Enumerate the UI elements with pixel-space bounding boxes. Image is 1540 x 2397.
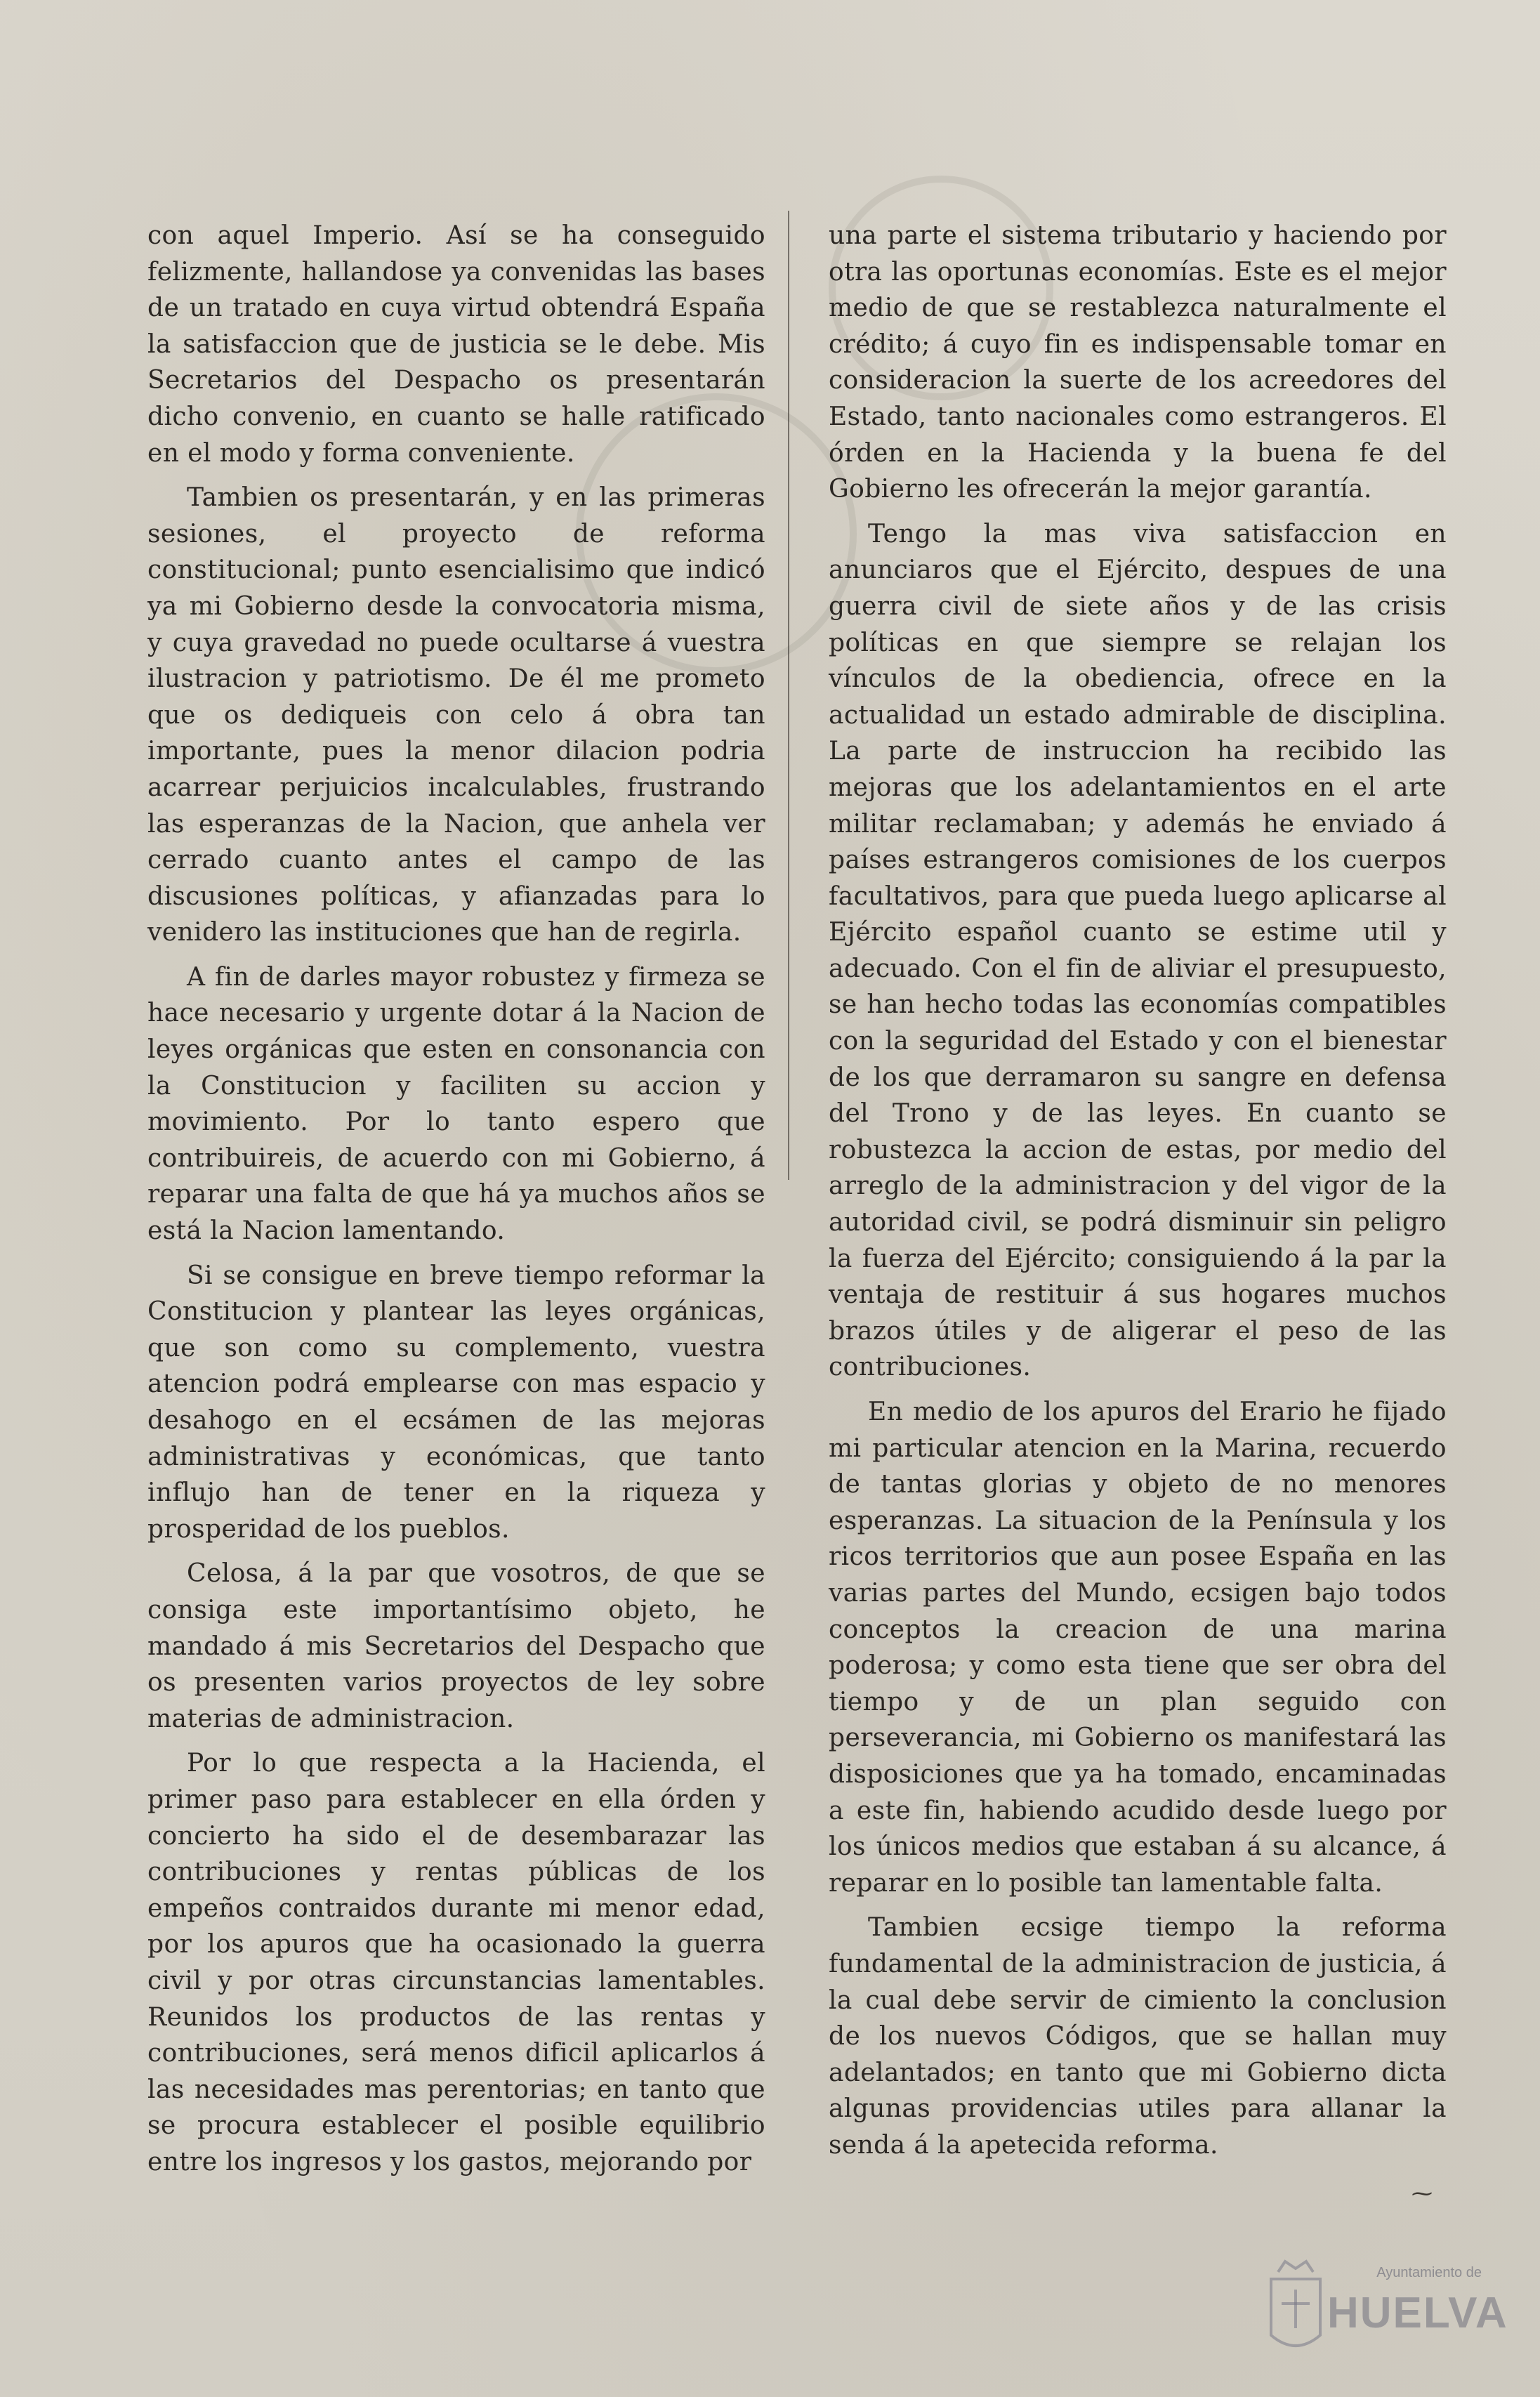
paragraph: con aquel Imperio. Así se ha conseguido felizmente, hallandose ya convenidas las bases de un tratado en cuya virtud obtendrá España la satisfaccion que de justicia se le debe. Mis Secretarios del Despacho os presentarán dicho convenio, en cuanto se halle ratificado en el modo y forma conveniente. (147, 221, 765, 468)
watermark-label: Ayuntamiento de (1376, 2265, 1482, 2280)
watermark-word: HUELVA (1327, 2289, 1508, 2337)
right-column (829, 218, 1447, 2172)
paragraph: Tambien ecsige tiempo la reforma fundamental de la administracion de justicia, á la cual debe servir de cimiento la conclusion de los nuevos Códigos, que se hallan muy adelantados; en tanto que mi Gobierno dicta algunas providencias utiles para allanar la senda á la apetecida reforma. (829, 1913, 1447, 2160)
column-divider (788, 211, 789, 1180)
paragraph: Celosa, á la par que vosotros, de que se consiga este importantísimo objeto, he mandado á mis Secretarios del Despacho que os presenten varios proyectos de ley sobre materias de administracion. (147, 1559, 765, 1733)
paragraph: Tambien os presentarán, y en las primeras sesiones, el proyecto de reforma constitucional; punto esencialisimo que indicó ya mi Gobierno desde la convocatoria misma, y cuya gravedad no puede ocultarse á vuestra ilustracion y patriotismo. De él me prometo que os dediqueis con celo á obra tan importante, pues la menor dilacion podria acarrear perjuicios incalculables, frustrando las esperanzas de la Nacion, que anhela ver cerrado cuanto antes el campo de las discusiones políticas, y afianzadas para lo venidero las instituciones que han de regirla. (147, 483, 765, 947)
paragraph: una parte el sistema tributario y haciendo por otra las oportunas economías. Este es el mejor medio de que se restablezca naturalmente el crédito; á cuyo fin es indispensable tomar en consideracion la suerte de los acreedores del Estado, tanto nacionales como estrangeros. El órden en la Hacienda y la buena fe del Gobierno les ofrecerán la mejor garantía. (829, 221, 1447, 504)
paragraph: Tengo la mas viva satisfaccion en anunciaros que el Ejército, despues de una guerra civil de siete años y de las crisis políticas en que siempre se relajan los vínculos de la obediencia, ofrece en la actualidad un estado admirable de disciplina. La parte de instruccion ha recibido las mejoras que los adelantamientos en el arte militar reclamaban; y además he enviado á países estrangeros comisiones de los cuerpos facultativos, para que pueda luego aplicarse al Ejército español cuanto se estime util y adecuado. Con el fin de aliviar el presupuesto, se han hecho todas las economías compatibles con la seguridad del Estado y con el bienestar de los que derramaron su sangre en defensa del Trono y de las leyes. En cuanto se robustezca la accion de estas, por medio del arreglo de la administracion y del vigor de la autoridad civil, se podrá disminuir sin peligro la fuerza del Ejército; consiguiendo á la par la ventaja de restituir á sus hogares muchos brazos útiles y de aligerar el peso de las contribuciones. (829, 519, 1447, 1382)
paragraph: A fin de darles mayor robustez y firmeza se hace necesario y urgente dotar á la Nacion de leyes orgánicas que esten en consonancia con la Constitucion y faciliten su accion y movimiento. Por lo tanto espero que contribuireis, de acuerdo con mi Gobierno, á reparar una falta de que há ya muchos años se está la Nacion lamentando. (147, 962, 765, 1246)
end-flourish: ⁓ (1411, 2181, 1433, 2206)
paragraph: Si se consigue en breve tiempo reformar la Constitucion y plantear las leyes orgánicas, que son como su complemento, vuestra atencion podrá emplearse con mas espacio y desahogo en el ecsámen de las mejoras administrativas y económicas, que tanto influjo han de tener en la riqueza y prosperidad de los pueblos. (147, 1261, 765, 1544)
left-column (147, 218, 765, 2188)
paragraph: Por lo que respecta a la Hacienda, el primer paso para establecer en ella órden y concierto ha sido el de desembarazar las contribuciones y rentas públicas de los empeños contraidos durante mi menor edad, por los apuros que ha ocasionado la guerra civil y por otras circunstancias lamentables. Reunidos los productos de las rentas y contribuciones, será menos dificil aplicarlos á las necesidades mas perentorias; en tanto que se procura establecer el posible equilibrio entre los ingresos y los gastos, mejorando por (147, 1749, 765, 2176)
paragraph: En medio de los apuros del Erario he fijado mi particular atencion en la Marina, recuerdo de tantas glorias y objeto de no menores esperanzas. La situacion de la Península y los ricos territorios que aun posee España en las varias partes del Mundo, ecsigen bajo todos conceptos la creacion de una marina poderosa; y como esta tiene que ser obra del tiempo y de un plan seguido con perseverancia, mi Gobierno os manifestará las disposiciones que ya ha tomado, encaminadas a este fin, habiendo acudido desde luego por los únicos medios que estaban á su alcance, á reparar en lo posible tan lamentable falta. (829, 1398, 1447, 1898)
